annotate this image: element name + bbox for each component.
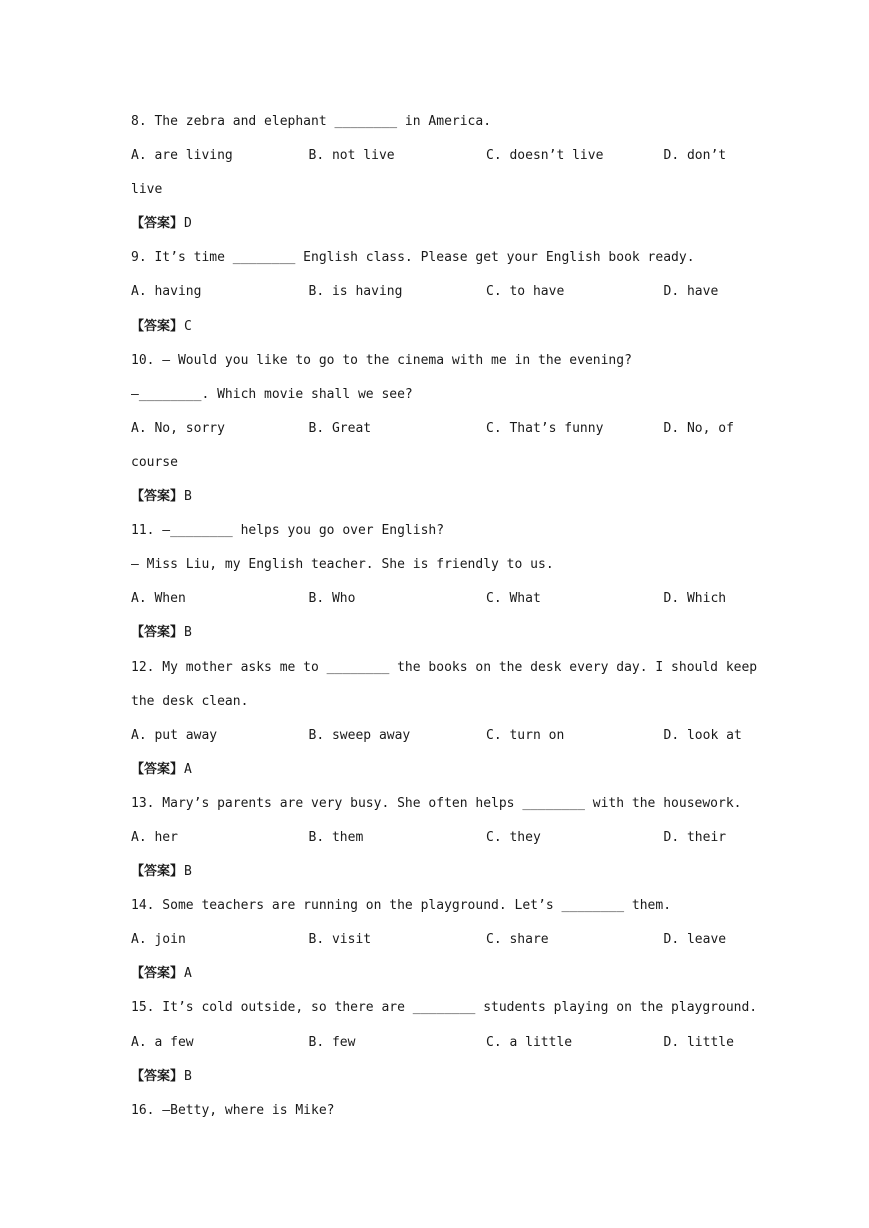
answer-label: 【答案】 [131,216,184,232]
question-block [131,895,751,997]
question-text: 13. Mary’s parents are very busy. She often helps ________ with the housework. [131,795,742,811]
answer-line [131,316,751,350]
question-text: 9. It’s time ________ English class. Please get your English book ready. [131,250,695,266]
answer-label: 【答案】 [131,625,184,641]
option-continuation: course [131,454,178,470]
question-block [131,111,751,247]
options-row [131,827,751,861]
option-b: B. few [308,1034,356,1050]
question-text: 12. My mother asks me to ________ the books on the desk every day. I should keep [131,659,758,675]
option-c: C. What [486,591,541,607]
answer-line [131,861,751,895]
options-row [131,929,751,963]
option-b: B. is having [308,284,403,300]
option-c: C. to have [486,284,565,300]
question-text: 16. —Betty, where is Mike? [131,1102,335,1118]
option-d: D. No, of [663,420,734,436]
option-b: B. sweep away [308,727,411,743]
question-text: 15. It’s cold outside, so there are ________ students playing on the playground. [131,1000,758,1016]
question-block [131,997,758,1099]
document-page [131,111,758,1134]
option-a: A. put away [131,727,218,743]
answer-label: 【答案】 [131,966,184,982]
option-d: D. don’t [663,148,727,164]
answer-value: B [184,625,192,641]
answer-line [131,963,751,997]
options-row [131,418,751,452]
option-d: D. look at [663,727,742,743]
answer-line [131,213,751,247]
option-c: C. That’s funny [486,420,604,436]
answer-value: D [184,216,192,232]
option-a: A. her [131,829,178,845]
option-c: C. share [486,932,549,948]
question-block [131,793,751,895]
answer-line [131,1066,751,1100]
options-row [131,725,751,759]
option-d: D. have [663,284,719,300]
option-continuation: live [131,182,163,198]
question-block [131,520,751,656]
option-b: B. Great [308,420,372,436]
option-c: C. doesn’t live [486,148,604,164]
answer-label: 【答案】 [131,489,184,505]
answer-value: A [184,761,192,777]
option-d: D. Which [663,591,727,607]
answer-value: B [184,1068,192,1084]
option-b: B. them [308,829,364,845]
answer-line [131,759,751,793]
options-row [131,281,751,315]
option-d: D. their [663,829,727,845]
option-b: B. visit [308,932,372,948]
option-c: C. turn on [486,727,565,743]
option-d: D. leave [663,932,727,948]
question-text: — Miss Liu, my English teacher. She is friendly to us. [131,557,554,573]
question-text: —________. Which movie shall we see? [131,386,413,402]
question-text: 8. The zebra and elephant ________ in America. [131,114,492,129]
question-text: 11. —________ helps you go over English? [131,523,445,539]
options-row [131,588,751,622]
answer-value: C [184,318,192,334]
answer-label: 【答案】 [131,761,184,777]
answer-label: 【答案】 [131,1068,184,1084]
question-text: 14. Some teachers are running on the playground. Let’s ________ them. [131,898,672,914]
answer-value: A [184,966,192,982]
question-text: 10. — Would you like to go to the cinema with me in the evening? [131,352,632,368]
option-a: A. No, sorry [131,420,225,436]
answer-value: B [184,489,192,505]
option-d: D. little [663,1034,734,1050]
question-block [131,350,751,520]
option-a: A. having [131,284,202,300]
option-c: C. they [486,829,541,845]
answer-label: 【答案】 [131,864,184,880]
options-row [131,145,751,179]
option-c: C. a little [486,1034,573,1050]
option-a: A. join [131,932,186,948]
answer-line [131,486,751,520]
option-b: B. not live [308,148,395,164]
option-a: A. are living [131,148,233,164]
option-a: A. When [131,591,186,607]
question-text: the desk clean. [131,693,249,709]
options-row [131,1032,751,1066]
question-block [131,657,758,793]
option-a: A. a few [131,1034,194,1050]
answer-value: B [184,864,192,880]
option-b: B. Who [308,591,356,607]
answer-line [131,622,751,656]
question-block [131,247,751,349]
answer-label: 【答案】 [131,318,184,334]
